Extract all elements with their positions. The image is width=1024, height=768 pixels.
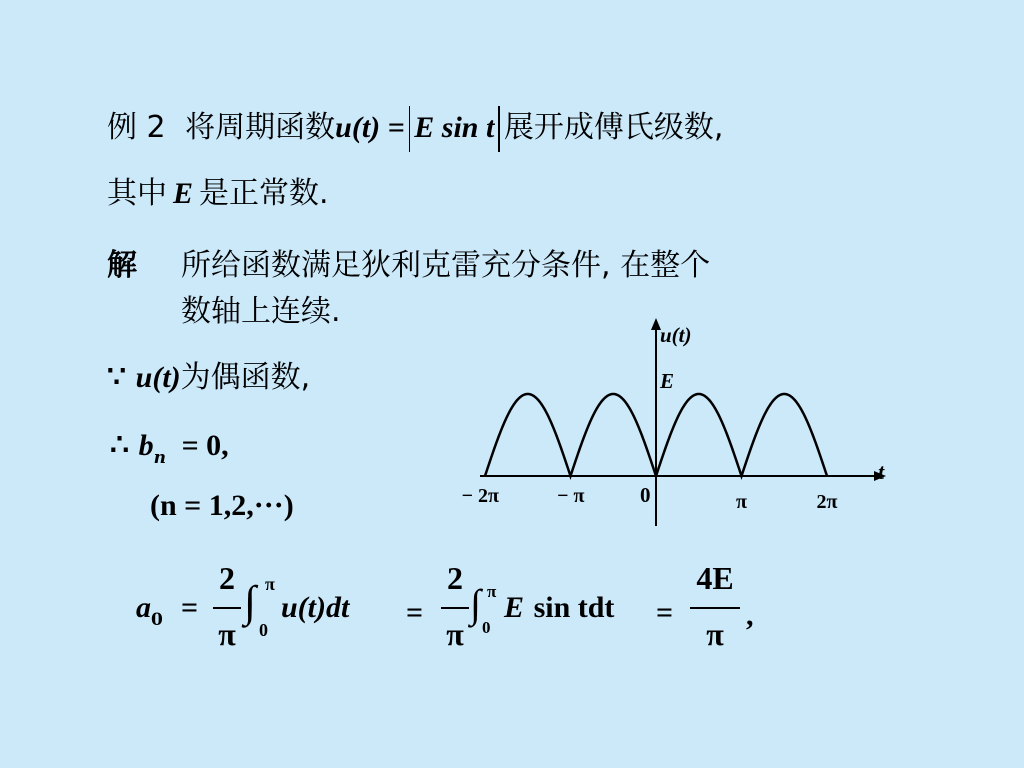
- frac-2-den: π: [446, 616, 464, 652]
- tick-label: − 2π: [461, 485, 499, 507]
- solution-label: 解: [107, 248, 137, 283]
- problem-line2-var: E: [173, 177, 194, 210]
- tick-label: 2π: [816, 491, 838, 513]
- abs-bar-right: [498, 106, 500, 152]
- therefore-symbol: ∴: [110, 429, 130, 462]
- eq-1: =: [181, 591, 199, 624]
- problem-line2-prefix: 其中: [107, 176, 167, 211]
- int-lower-2: 0: [482, 618, 491, 637]
- frac-1-den: π: [218, 616, 236, 652]
- formula-trail: ,: [746, 599, 754, 632]
- int-lower-1: 0: [259, 620, 268, 640]
- frac-3-line: [690, 607, 740, 609]
- frac-1-line: [213, 607, 241, 609]
- because-line: [107, 358, 310, 398]
- integrand-2-rest: sin tdt: [533, 591, 615, 624]
- problem-intro: 将周期函数: [185, 110, 336, 145]
- a0-var: a: [136, 591, 151, 624]
- problem-line-2: [107, 174, 329, 214]
- integrand-2: [504, 588, 614, 628]
- abs-bar-left: [409, 106, 411, 152]
- integral-sign-1: ∫: [244, 577, 257, 626]
- frac-3-den: π: [706, 616, 724, 652]
- therefore-line: [110, 426, 229, 478]
- y-axis-label: u(t): [660, 323, 692, 347]
- problem-label: 例 2: [107, 110, 166, 145]
- integral-sign-2: ∫: [470, 581, 481, 626]
- because-symbol: ∵: [107, 361, 127, 394]
- problem-line2-suffix: 是正常数.: [199, 176, 329, 211]
- tick-label: π: [736, 491, 747, 513]
- because-text: 为偶函数,: [180, 360, 311, 395]
- n-range: (n = 1,2,···): [150, 489, 294, 522]
- origin-label: 0: [640, 483, 651, 507]
- amplitude-label: E: [660, 369, 675, 393]
- integrand-2-var: E: [504, 591, 525, 624]
- a0-sub: 0: [151, 610, 163, 630]
- problem-function-lhs: u(t) =: [335, 111, 405, 144]
- problem-function-abs: E sin t: [414, 111, 495, 144]
- solution-line-1: 所给函数满足狄利克雷充分条件, 在整个: [181, 248, 711, 283]
- solution-line-2: 数轴上连续.: [181, 294, 341, 329]
- bn-var: b: [138, 429, 154, 462]
- frac-2-line: [441, 607, 469, 609]
- because-expr: u(t): [135, 361, 181, 394]
- eq-2: =: [406, 596, 424, 629]
- tick-label: − π: [557, 485, 585, 507]
- bn-rest: = 0,: [181, 429, 229, 462]
- bn-sub: n: [153, 448, 167, 468]
- frac-3-num-text: 4E: [696, 560, 734, 596]
- frac-1-num: 2: [219, 560, 235, 596]
- problem-tail: 展开成傅氏级数,: [503, 110, 724, 145]
- u-t-graph: [440, 312, 910, 532]
- int-upper-1: π: [265, 574, 275, 594]
- frac-3-num: [688, 560, 742, 597]
- problem-line-1: [107, 106, 723, 152]
- a0-lhs: [136, 588, 163, 640]
- frac-2-num: 2: [447, 560, 463, 596]
- x-axis-label: t: [878, 459, 885, 484]
- integrand-1: u(t)dt: [281, 591, 350, 624]
- int-upper-2: π: [487, 582, 497, 601]
- eq-3: =: [656, 596, 674, 629]
